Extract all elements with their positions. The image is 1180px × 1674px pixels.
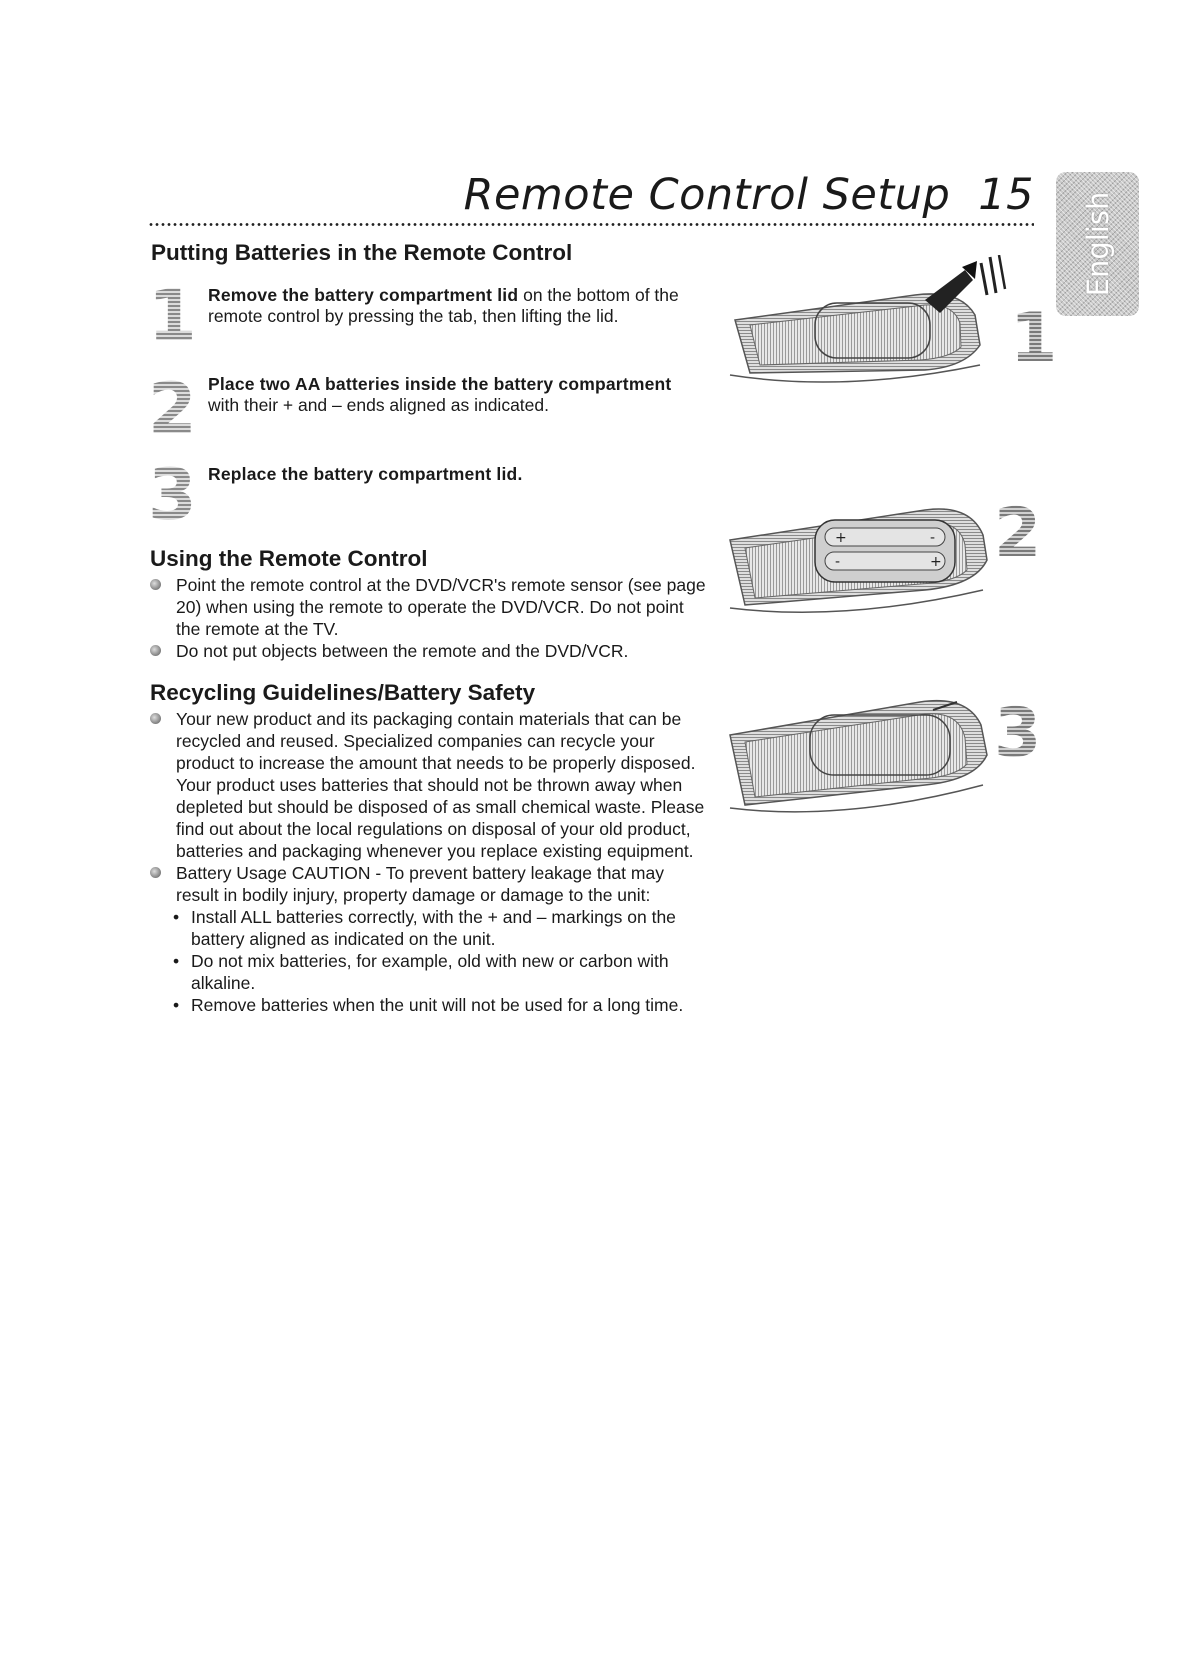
sub-bullet-icon: •: [173, 995, 180, 1015]
recycling-bullets: [148, 708, 708, 1016]
step-1-text: [208, 285, 693, 327]
using-bullets: [148, 574, 708, 662]
step-3-bold: Replace the battery compartment lid.: [208, 464, 523, 484]
bullet-text: Point the remote control at the DVD/VCR's remote sensor (see page 20) when using the remote to operate the DVD/VCR. Do not point the remote at the TV.: [176, 575, 706, 639]
sub-bullet-icon: •: [173, 907, 180, 927]
bullet-icon: [150, 713, 161, 724]
bullet-item: [148, 640, 708, 662]
step-number-1: 1: [148, 275, 197, 357]
bullet-text: Do not put objects between the remote and the DVD/VCR.: [176, 641, 629, 661]
bullet-icon: [150, 579, 161, 590]
page-title: [464, 170, 1034, 220]
remote-illustration-2: [725, 490, 995, 620]
step-1-bold: Remove the battery compartment lid: [208, 285, 519, 305]
svg-text:+: +: [835, 530, 847, 546]
bullet-text: Your new product and its packaging contain materials that can be recycled and reused. Specialized companies can recycle your product to increase the amount that needs to be properly disposed. Your product uses batteries that should not be thrown away when depleted but should be disposed of as small chemical waste. Please find out about the local regulations on disposal of your old product, batteries and packaging whenever you replace existing equipment.: [176, 709, 705, 861]
illustration-label-3: 3: [994, 694, 1042, 773]
page-number: 15: [978, 170, 1034, 220]
bullet-item: [148, 862, 708, 906]
svg-text:-: -: [835, 554, 841, 570]
language-tab-label: English: [1080, 191, 1115, 297]
section-heading-batteries: Putting Batteries in the Remote Control: [151, 240, 573, 265]
step-2-bold: Place two AA batteries inside the battery compartment: [208, 374, 672, 394]
step-number-3: 3: [148, 454, 197, 536]
section-heading-recycling: Recycling Guidelines/Battery Safety: [150, 680, 536, 705]
sub-bullet-item: [173, 906, 708, 950]
bullet-icon: [150, 867, 161, 878]
bullet-item: [148, 708, 708, 862]
sub-bullet-icon: •: [173, 951, 180, 971]
step-3-text: [208, 464, 693, 485]
sub-bullet-item: [173, 950, 708, 994]
bullet-icon: [150, 645, 161, 656]
step-number-2: 2: [148, 368, 197, 450]
step-1-rest: on the bottom of the remote control by pressing the tab, then lifting the lid.: [208, 285, 679, 326]
sub-bullet-text: Do not mix batteries, for example, old with new or carbon with alkaline.: [191, 951, 669, 993]
svg-text:+: +: [930, 554, 942, 570]
illustration-label-1: 1: [1010, 299, 1058, 378]
sub-bullet-text: Install ALL batteries correctly, with the + and – markings on the battery aligned as indicated on the unit.: [191, 907, 676, 949]
remote-illustration-3: [725, 680, 995, 820]
sub-bullet-text: Remove batteries when the unit will not be used for a long time.: [191, 995, 684, 1015]
step-2-rest: with their + and – ends aligned as indicated.: [208, 395, 549, 415]
step-2-text: [208, 374, 693, 416]
remote-illustration-1: [725, 255, 1025, 400]
language-tab: [1056, 172, 1139, 316]
svg-text:-: -: [930, 530, 936, 546]
bullet-item: [148, 574, 708, 640]
title-text: Remote Control Setup: [463, 170, 951, 220]
illustration-label-2: 2: [994, 494, 1042, 573]
sub-bullet-item: [173, 994, 708, 1016]
dotted-rule: [148, 222, 1034, 227]
bullet-text: Battery Usage CAUTION - To prevent battery leakage that may result in bodily injury, property damage or damage to the unit:: [176, 863, 664, 905]
section-heading-using: Using the Remote Control: [150, 546, 428, 571]
